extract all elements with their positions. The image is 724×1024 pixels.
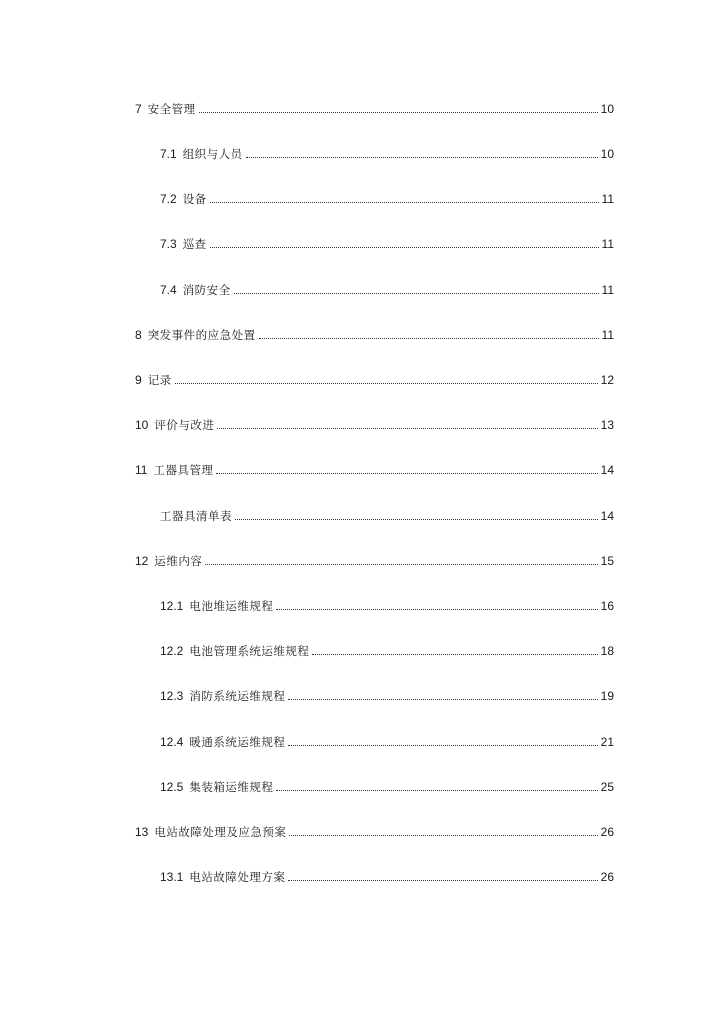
toc-entry-title: 电池堆运维规程 [189,599,274,613]
toc-entry-page: 18 [600,644,614,658]
toc-entry-11[interactable] [135,459,614,477]
toc-dot-leader [289,835,597,836]
toc-entry-title: 评价与改进 [154,418,215,432]
toc-entry-page: 11 [601,192,614,206]
toc-dot-leader [259,338,599,339]
toc-entry-number: 8 [135,328,142,342]
toc-entry-title: 巡查 [182,237,207,251]
toc-entry-10[interactable] [135,414,614,432]
toc-entry-page: 11 [601,237,614,251]
toc-dot-leader [312,654,597,655]
toc-dot-leader [288,880,597,881]
toc-entry-number: 12.1 [160,599,184,613]
toc-entry-8[interactable] [135,324,614,342]
toc-entry-number: 13 [135,825,149,839]
toc-entry-page: 16 [600,599,614,613]
toc-entry-page: 13 [600,418,614,432]
toc-dot-leader [199,112,598,113]
toc-entry-title: 记录 [147,373,172,387]
toc-entry-12[interactable] [135,550,614,568]
toc-entry-page: 25 [600,780,614,794]
toc-dot-leader [288,699,597,700]
toc-entry-number: 12.3 [160,689,184,703]
toc-entry-title: 设备 [182,192,207,206]
toc-dot-leader [216,473,597,474]
toc-dot-leader [246,157,598,158]
toc-entry-title: 集装箱运维规程 [189,780,274,794]
toc-entry-number: 7.1 [160,147,177,161]
toc-entry-number: 7.2 [160,192,177,206]
toc-entry-number: 7.3 [160,237,177,251]
toc-entry-title: 工器具管理 [153,463,214,477]
toc-dot-leader [276,790,597,791]
toc-entry-7-3[interactable] [160,233,614,251]
toc-entry-13[interactable] [135,821,614,839]
toc-dot-leader [205,564,597,565]
toc-entry-title: 工器具清单表 [160,509,232,523]
toc-entry-12-1[interactable] [160,595,614,613]
toc-dot-leader [175,383,598,384]
toc-entry-page: 14 [600,463,614,477]
toc-dot-leader [288,745,597,746]
toc-entry-7-1[interactable] [160,143,614,161]
toc-dot-leader [217,428,597,429]
toc-entry-9[interactable] [135,369,614,387]
toc-entry-number: 12 [135,554,149,568]
toc-entry-title: 消防安全 [182,283,231,297]
toc-entry-number: 7.4 [160,283,177,297]
toc-entry-number: 12.4 [160,735,184,749]
toc-entry-12-4[interactable] [160,731,614,749]
toc-entry-title: 运维内容 [154,554,203,568]
toc-dot-leader [276,609,597,610]
toc-entry-number: 10 [135,418,149,432]
toc-entry-number: 13.1 [160,870,184,884]
toc-entry-7-4[interactable] [160,279,614,297]
toc-entry-12-3[interactable] [160,685,614,703]
toc-entry-7[interactable] [135,98,614,116]
toc-entry-title: 电站故障处理及应急预案 [154,825,287,839]
toc-entry-page: 11 [601,328,614,342]
toc-entry-page: 15 [600,554,614,568]
toc-entry-title: 电池管理系统运维规程 [189,644,310,658]
toc-entry-title: 组织与人员 [182,147,243,161]
toc-entry-number: 9 [135,373,142,387]
toc-entry-number: 12.2 [160,644,184,658]
toc-dot-leader [210,247,599,248]
toc-entry-7-2[interactable] [160,188,614,206]
toc-entry-page: 26 [600,825,614,839]
toc-entry-page: 12 [600,373,614,387]
toc-entry-title: 突发事件的应急处置 [147,328,256,342]
toc-entry-page: 10 [600,102,614,116]
toc-entry-12-5[interactable] [160,776,614,794]
toc-entry-number: 12.5 [160,780,184,794]
toc-entry-title: 安全管理 [147,102,196,116]
toc-entry-tool-list[interactable] [160,505,614,523]
toc-entry-13-1[interactable] [160,866,614,884]
toc-entry-number: 11 [135,463,148,477]
toc-entry-page: 26 [600,870,614,884]
toc-entry-title: 消防系统运维规程 [189,689,286,703]
toc-entry-number: 7 [135,102,142,116]
toc-entry-page: 10 [600,147,614,161]
toc-entry-page: 11 [601,283,614,297]
toc-entry-title: 电站故障处理方案 [189,870,286,884]
toc-dot-leader [235,519,598,520]
toc-entry-title: 暖通系统运维规程 [189,735,286,749]
toc-entry-page: 21 [600,735,614,749]
toc-dot-leader [234,293,599,294]
toc-entry-12-2[interactable] [160,640,614,658]
toc-entry-page: 19 [600,689,614,703]
toc-dot-leader [210,202,599,203]
toc-entry-page: 14 [600,509,614,523]
